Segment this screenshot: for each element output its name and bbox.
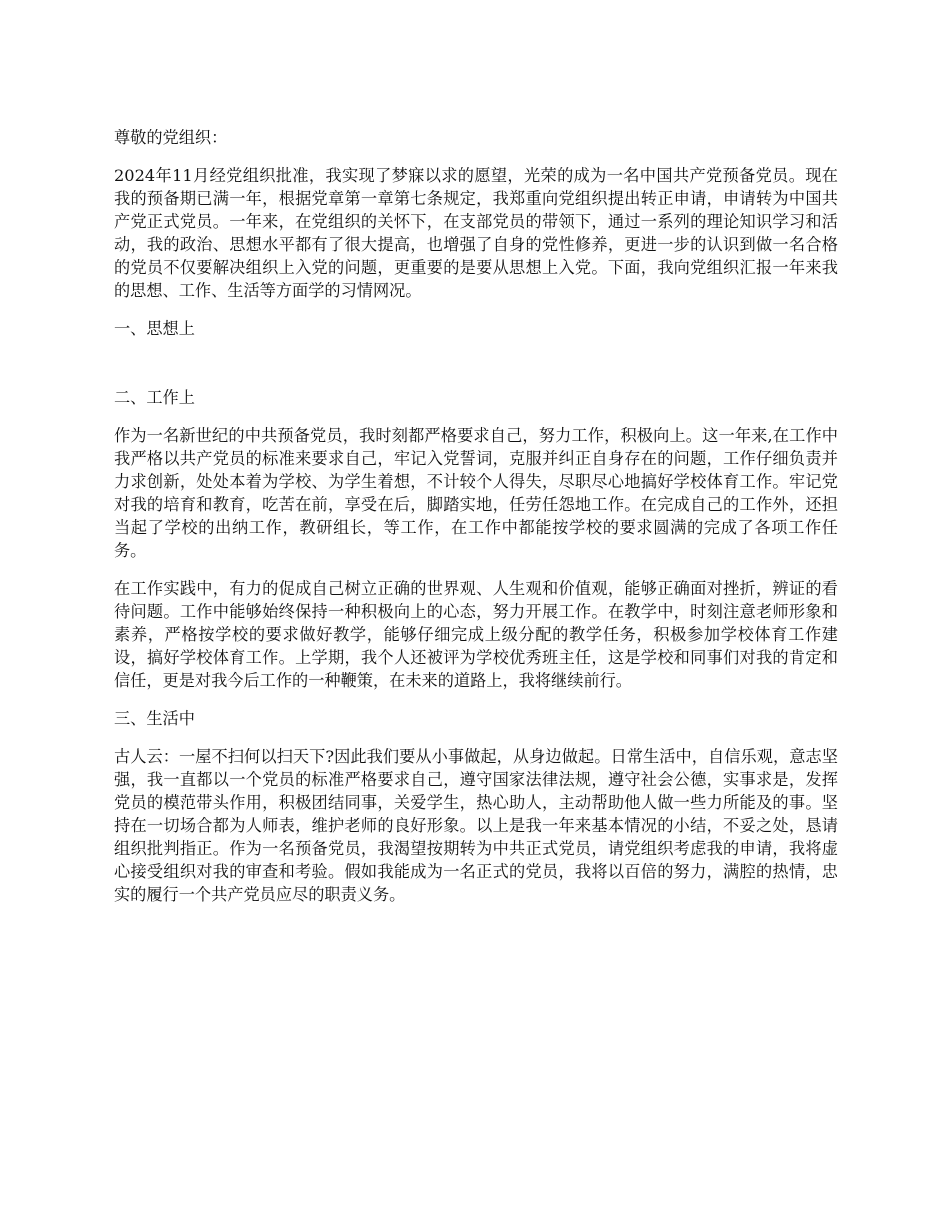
document-body — [114, 126, 838, 906]
salutation: 尊敬的党组织： — [114, 128, 228, 147]
intro-paragraph: 2024年11月经党组织批准，我实现了梦寐以求的愿望，光荣的成为一名中国共产党预备党员。现在我的预备期已满一年，根据党章第一章第七条规定，我郑重向党组织提出转正申请，申请转为中国共产党正式党员。一年来，在党组织的关怀下，在支部党员的带领下，通过一系列的理论知识学习和活动，我的政治、思想水平都有了很大提高，也增强了自身的党性修养，更进一步的认识到做一名合格的党员不仅要解决组织上入党的问题，更重要的是要从思想上入党。下面，我向党组织汇报一年来我的思想、工作、生活等方面学的习情网况。 — [114, 166, 838, 300]
life-paragraph: 古人云：一屋不扫何以扫天下?因此我们要从小事做起，从身边做起。日常生活中，自信乐观，意志坚强，我一直都以一个党员的标准严格要求自己，遵守国家法律法规，遵守社会公德，实事求是，发挥党员的模范带头作用，积极团结同事，关爱学生，热心助人，主动帮助他人做一些力所能及的事。坚持在一切场合都为人师表，维护老师的良好形象。以上是我一年来基本情况的小结，不妥之处，恳请组织批判指正。作为一名预备党员，我渴望按期转为中共正式党员，请党组织考虑我的申请，我将虚心接受组织对我的审查和考验。假如我能成为一名正式的党员，我将以百倍的努力，满腔的热情，忠实的履行一个共产党员应尽的职责义务。 — [114, 747, 838, 904]
section-heading-work: 二、工作上 — [114, 388, 195, 407]
section-heading-thought: 一、思想上 — [114, 319, 195, 338]
work-paragraph-1: 作为一名新世纪的中共预备党员，我时刻都严格要求自己，努力工作，积极向上。这一年来,在工作中我严格以共产党员的标准来要求自己，牢记入党誓词，克服并纠正自身存在的问题，工作仔细负责并力求创新，处处本着为学校、为学生着想，不计较个人得失，尽职尽心地搞好学校体育工作。牢记党对我的培育和教育，吃苦在前，享受在后，脚踏实地，任劳任怨地工作。在完成自己的工作外，还担当起了学校的出纳工作，教研组长，等工作，在工作中都能按学校的要求圆满的完成了各项工作任务。 — [114, 426, 838, 560]
section-heading-life: 三、生活中 — [114, 709, 195, 728]
work-paragraph-2: 在工作实践中，有力的促成自己树立正确的世界观、人生观和价值观，能够正确面对挫折，辨证的看待问题。工作中能够始终保持一种积极向上的心态，努力开展工作。在教学中，时刻注意老师形象和素养，严格按学校的要求做好教学，能够仔细完成上级分配的教学任务，积极参加学校体育工作建设，搞好学校体育工作。上学期，我个人还被评为学校优秀班主任，这是学校和同事们对我的肯定和信任，更是对我今后工作的一种鞭策，在未来的道路上，我将继续前行。 — [114, 579, 838, 690]
